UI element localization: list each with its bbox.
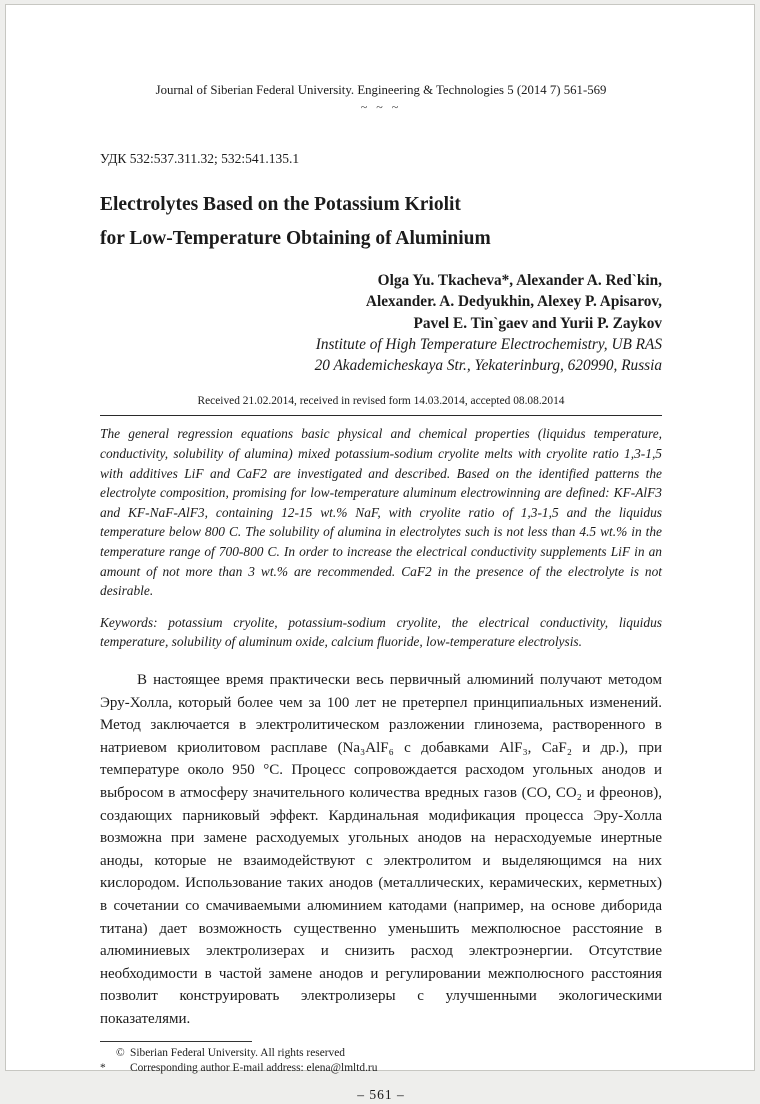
udk-code: УДК 532:537.311.32; 532:541.135.1 — [100, 151, 300, 166]
copyright-marker: © — [116, 1046, 125, 1059]
asterisk-marker: * — [100, 1062, 106, 1075]
affiliation-line-1: Institute of High Temperature Electrochemistry, UB RAS — [315, 335, 662, 353]
journal-header: Journal of Siberian Federal University. Engineering & Technologies 5 (2014 7) 561-569 — [155, 83, 607, 97]
authors-block — [100, 270, 662, 334]
title-line-1: Electrolytes Based on the Potassium Kriolit — [100, 194, 461, 215]
body-paragraph: В настоящее время практически весь первичный алюминий получают методом Эру-Холла, который более чем за 100 лет не претерпел принципиальных изменений. Метод заключается в электролитическом разложении глинозема, растворенного в натриевом криолитовом расплаве (Na₃AlF₆ с добавками AlF₃, CaF₂ и др.), при температуре около 950 °С. Процесс сопровождается расходом угольных анодов и выбросом в атмосферу значительного количества вредных газов (СО, СО₂ и фреонов), создающих парниковый эффект. Кардинальная модификация процесса Эру-Холла возможна при замене расходуемых угольных анодов на нерасходуемые инертные аноды, которые не взаимодействуют с электролитом и выделяющимся на них кислородом. Использование таких анодов (металлических, керамических, керметных) в сочетании со смачиваемыми алюминием катодами (например, на основе диборида титана) дает возможность существенно уменьшить межполюсное расстояние в алюминиевых электролизерах и снизить расход электроэнергии. Отсутствие необходимости в частой замене анодов и регулировании межполюсного расстояния позволит конструировать электролизеры с улучшенными экологическими показателями. — [100, 672, 662, 1027]
corresponding-author-text: Corresponding author E-mail address: elena@lmltd.ru — [130, 1062, 378, 1075]
footnote-corresponding-author — [100, 1061, 662, 1077]
abstract-text: The general regression equations basic physical and chemical properties (liquidus temperature, conductivity, solubility of alumina) mixed potassium-sodium cryolite melts with cryolite ratio 1,3-1,5 with additives LiF and CaF2 are investigated and described. Based on the identified patterns the electrolyte composition, promising for low-temperature aluminum electrowinning are defined: KF-AlF3 and KF-NaF-AlF3, containing 12-15 wt.% NaF, with cryolite ratio of 1,3-1,5 and the liquidus temperature below 800 C. The solubility of alumina in electrolytes such is not less than 4.5 wt.% in the temperature range of 700-800 C. In order to increase the electrical conductivity supplements LiF in an amount of not more than 3 wt.% are recommended. CaF2 in the presence of the electrolyte is not desirable. — [100, 426, 662, 599]
page-content — [6, 5, 754, 1104]
footnote-copyright — [100, 1046, 662, 1062]
author-line-3: Pavel E. Tin`gaev and Yurii P. Zaykov — [413, 314, 662, 332]
article-title — [100, 188, 662, 256]
abstract-top-rule — [100, 415, 662, 416]
received-dates: Received 21.02.2014, received in revised form 14.03.2014, accepted 08.08.2014 — [197, 395, 565, 408]
affiliation-line-2: 20 Akademicheskaya Str., Yekaterinburg, 620990, Russia — [314, 357, 662, 375]
tilde-separator: ~ ~ ~ — [360, 100, 402, 114]
page-number: – 561 – — [357, 1086, 405, 1102]
author-line-1: Olga Yu. Tkacheva*, Alexander A. Red`kin, — [377, 272, 662, 289]
title-line-2: for Low-Temperature Obtaining of Aluminium — [100, 228, 491, 249]
footnote-rule — [100, 1041, 252, 1042]
keywords-text: Keywords: potassium cryolite, potassium-sodium cryolite, the electrical conductivity, liquidus temperature, solubility of aluminum oxide, calcium fluoride, low-temperature electrolysis. — [100, 614, 662, 650]
author-line-2: Alexander. A. Dedyukhin, Alexey P. Apisarov, — [365, 293, 662, 311]
copyright-text: Siberian Federal University. All rights reserved — [130, 1046, 345, 1059]
affiliation-block — [100, 334, 662, 377]
paper-page — [5, 4, 755, 1102]
footnotes-block — [100, 1046, 662, 1077]
